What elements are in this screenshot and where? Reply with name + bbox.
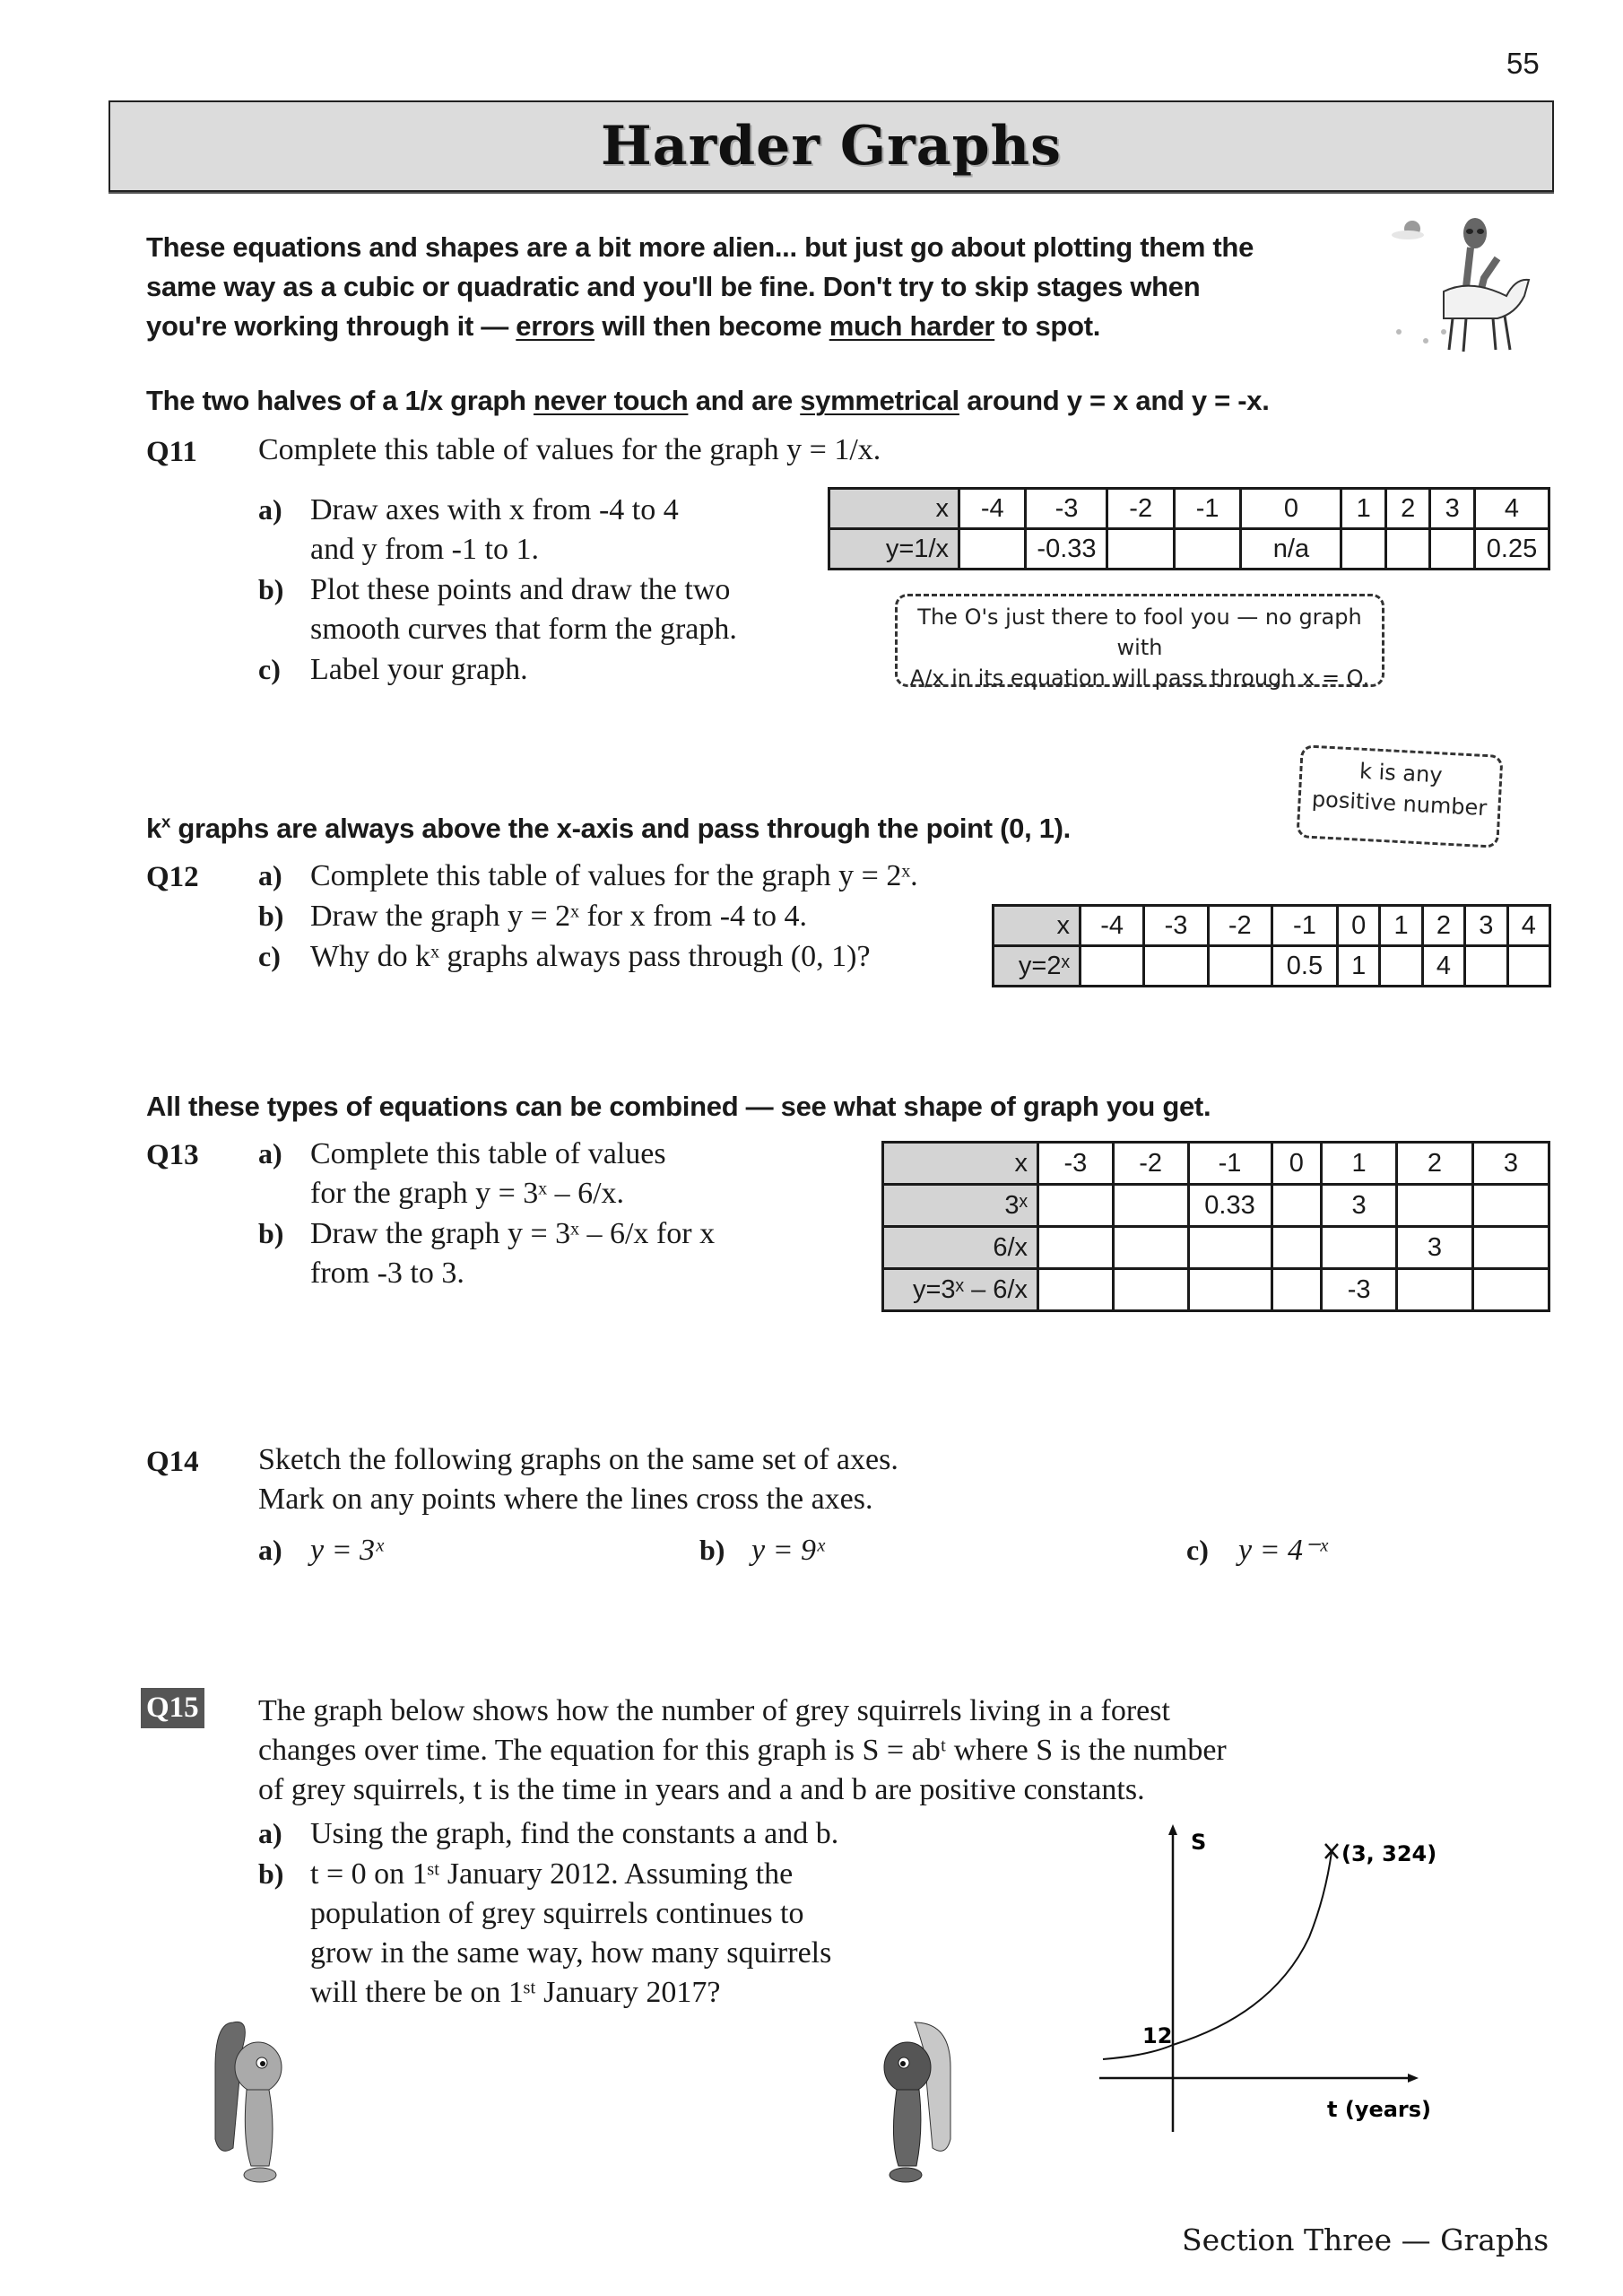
section-footer: Section Three — Graphs <box>1182 2222 1549 2257</box>
intercept-label: 12 <box>1142 2023 1173 2048</box>
q12-number: Q12 <box>146 861 199 893</box>
alien-camel-illustration <box>1390 215 1560 359</box>
q12-values-table <box>992 904 1551 987</box>
intro-text <box>146 228 1375 346</box>
t-axis-label: t (years) <box>1327 2097 1432 2122</box>
q11-values-table <box>828 487 1550 570</box>
q13-parts: a) Complete this table of values for the graph y = 3ˣ – 6/x. b) Draw the graph y = 3ˣ – 6/x for x from -3 to 3. <box>258 1137 716 1290</box>
squirrel-illustration-right <box>852 2013 977 2193</box>
table-row: 3ˣ 0.33 3 <box>883 1185 1549 1227</box>
table-row: y=2ˣ 0.5 1 4 <box>994 946 1550 987</box>
q14-part-b: b) y = 9ˣ <box>699 1534 825 1567</box>
table-row: x -4 -3 -2 -1 0 1 2 3 4 <box>829 489 1549 529</box>
table-row: x -4 -3 -2 -1 0 1 2 3 4 <box>994 906 1550 946</box>
s-axis-label: S <box>1191 1830 1207 1855</box>
title-banner <box>108 100 1554 192</box>
q11-text: Complete this table of values for the graph y = 1/x. <box>258 433 881 466</box>
q11-parts: a) Draw axes with x from -4 to 4 and y from -1 to 1. b) Plot these points and draw the two smooth curves that form the graph. c) Label your graph. <box>258 493 737 686</box>
tip-combined: All these types of equations can be combined — see what shape of graph you get. <box>146 1091 1211 1122</box>
q14-part-c: c) y = 4⁻ˣ <box>1186 1534 1328 1567</box>
q14-part-a: a) y = 3ˣ <box>258 1534 384 1567</box>
q13-number: Q13 <box>146 1139 199 1171</box>
table-row: y=1/x -0.33 n/a 0.25 <box>829 529 1549 570</box>
tip-kx-graph: $k^x$ graphs are always above the x-axis and pass through the point (0, 1). <box>146 812 1071 844</box>
q15-parts: a) Using the graph, find the constants a and b. b) t = 0 on 1ˢᵗ January 2012. Assuming the population of grey squirrels continues to grow in the same way, how many squirrels will there be on 1ˢᵗ January 2017? <box>258 1817 839 2009</box>
point-label: (3, 324) <box>1341 1841 1437 1866</box>
q15-text: The graph below shows how the number of grey squirrels living in a forest changes over time. The equation for this graph is S = abᵗ where S is the number of grey squirrels, t is the time in years and a and b are positive constants. <box>258 1694 1227 1806</box>
table-row: x -3 -2 -1 0 1 2 3 <box>883 1143 1549 1185</box>
q13-values-table <box>881 1141 1550 1312</box>
intro-line-3: you're working through it — errors will then become much harder to spot. <box>146 310 1101 342</box>
q12-parts: a) Complete this table of values for the graph y = 2ˣ. b) Draw the graph y = 2ˣ for x from -4 to 4. c) Why do kˣ graphs always pass through (0, 1)? <box>258 859 918 973</box>
q14-number: Q14 <box>146 1446 199 1478</box>
k-note: k is any positive number <box>1296 744 1503 848</box>
intro-line-1: These equations and shapes are a bit more alien... but just go about plotting them the <box>146 231 1254 263</box>
tip-1x-graph: The two halves of a 1/x graph never touch and are symmetrical around y = x and y = -x. <box>146 385 1270 416</box>
table-row: 6/x 3 <box>883 1227 1549 1269</box>
table-row: y=3ˣ – 6/x -3 <box>883 1269 1549 1311</box>
squirrel-population-graph <box>1094 1812 1471 2170</box>
intro-line-2: same way as a cubic or quadratic and you'll be fine. Don't try to skip stages when <box>146 271 1201 302</box>
q11-hint-note: The O's just there to fool you — no graph with A/x in its equation will pass through x = O. <box>895 594 1384 687</box>
page-title: Harder Graphs <box>601 115 1062 178</box>
squirrel-illustration-left <box>206 2013 332 2193</box>
page-number: 55 <box>1506 47 1540 80</box>
q11-number: Q11 <box>146 436 197 468</box>
q14-text: Sketch the following graphs on the same set of axes. Mark on any points where the lines cross the axes. <box>258 1443 898 1516</box>
q15-number: Q15 <box>141 1688 204 1728</box>
